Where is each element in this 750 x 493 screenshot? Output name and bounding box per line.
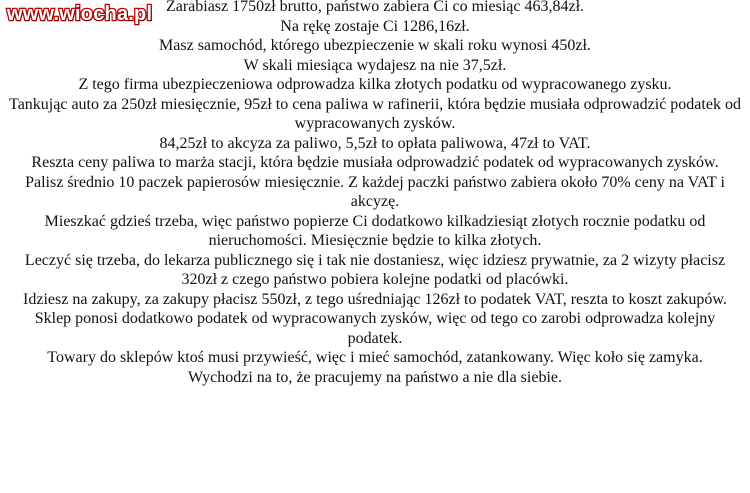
- paragraph-monthly-insurance: W skali miesiąca wydajesz na nie 37,5zł.: [243, 56, 507, 74]
- paragraph-salary: Zarabiasz 1750zł brutto, państwo zabiera Ci co miesiąc 463,84zł.: [165, 0, 585, 15]
- paragraph-shopping: Idziesz na zakupy, za zakupy płacisz 550zł, z tego uśredniając 126zł to podatek VAT, reszta to koszt zakupów.: [23, 290, 727, 308]
- paragraph-car-insurance: Masz samochód, którego ubezpieczenie w skali roku wynosi 450zł.: [159, 37, 591, 54]
- paragraph-shop-tax: Sklep ponosi dodatkowo podatek od wypracowanych zysków, więc od tego co zarobi odprowadza kolejny podatek.: [34, 310, 716, 347]
- paragraph-healthcare: Leczyć się trzeba, do lekarza publicznego się i tak nie dostaniesz, więc idziesz prywatnie, za 2 wizyty płacisz 320zł z czego państwo pobiera kolejne podatki od placówki.: [24, 251, 726, 288]
- paragraph-station-margin: Reszta ceny paliwa to marża stacji, która będzie musiała odprowadzić podatek od wypracowanych zysków.: [31, 154, 719, 171]
- paragraph-fuel-taxes: 84,25zł to akcyza za paliwo, 5,5zł to opłata paliwowa, 47zł to VAT.: [159, 134, 591, 152]
- paragraph-transport: Towary do sklepów ktoś musi przywieść, więc i mieć samochód, zatankowany. Więc koło się zamyka.: [47, 349, 703, 366]
- paragraph-property-tax: Mieszkać gdzieś trzeba, więc państwo popierze Ci dodatkowo kilkadziesiąt złotych rocznie podatku od nieruchomości. Miesięcznie będzie to kilka złotych.: [44, 212, 706, 249]
- paragraph-fuel: Tankując auto za 250zł miesięcznie, 95zł to cena paliwa w rafinerii, która będzie musiała odprowadzić podatek od wypracowanych zysków.: [9, 95, 741, 132]
- paragraph-cigarettes: Palisz średnio 10 paczek papierosów miesięcznie. Z każdej paczki państwo zabiera około 70% ceny na VAT i akcyzę.: [25, 173, 725, 210]
- paragraph-net-pay: Na rękę zostaje Ci 1286,16zł.: [280, 17, 470, 35]
- paragraph-insurer-tax: Z tego firma ubezpieczeniowa odprowadza kilka złotych podatku od wypracowanego zysku.: [78, 76, 672, 93]
- paragraph-conclusion: Wychodzi na to, że pracujemy na państwo a nie dla siebie.: [187, 368, 562, 386]
- site-watermark: www.wiocha.pl: [7, 3, 153, 25]
